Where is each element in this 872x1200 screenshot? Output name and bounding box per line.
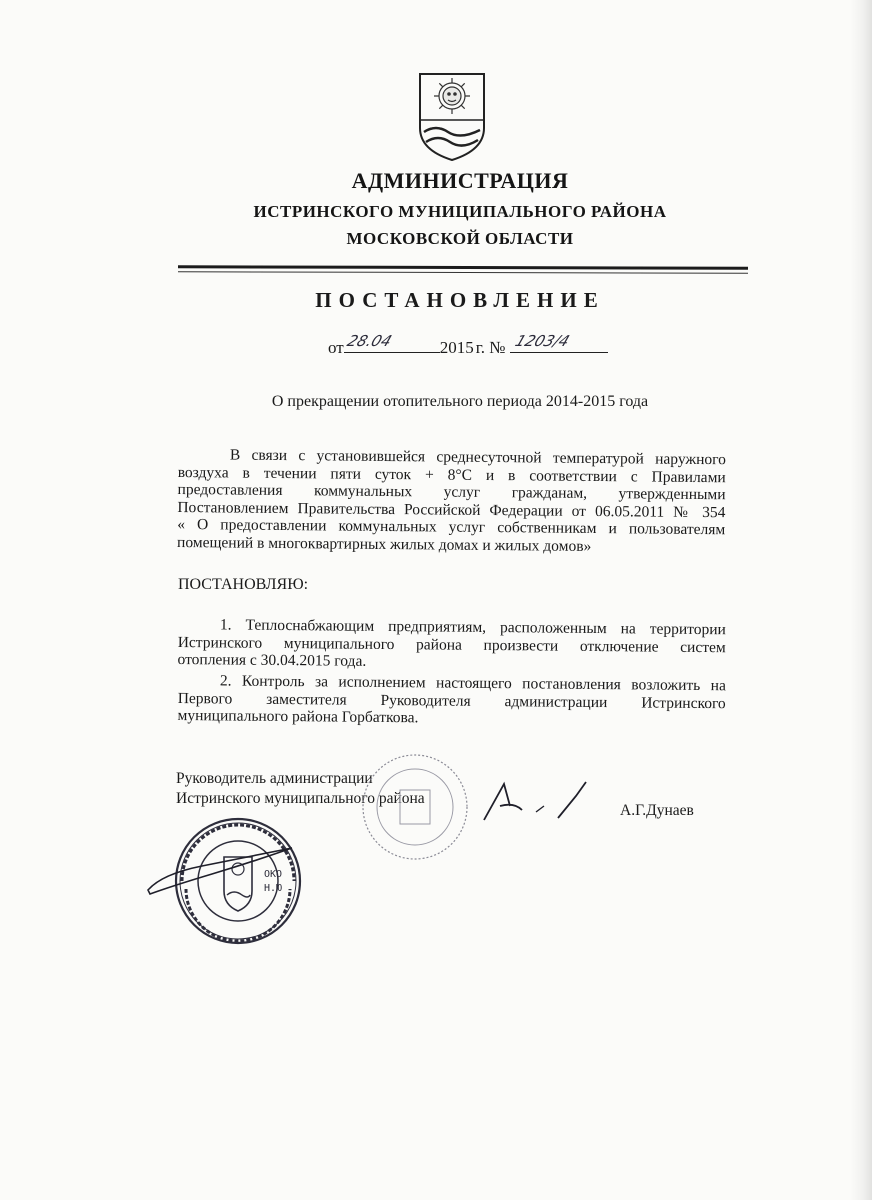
item-1-line: Истринского муниципального района произвести отключение систем xyxy=(177,633,726,656)
handwritten-number: 1203/4 xyxy=(512,332,572,350)
item-2-line: Первого заместителя Руководителя администрации Истринского xyxy=(177,689,726,712)
date-year-suffix: г. № xyxy=(475,338,506,357)
preamble-line: Постановлением Правительства Российской Федерации от 06.05.2011 № 354 xyxy=(177,498,726,522)
handwritten-date: 28.04 xyxy=(344,332,394,350)
signatory-name: А.Г.Дунаев xyxy=(620,802,694,819)
handwritten-signature xyxy=(470,776,600,836)
header-region: МОСКОВСКОЙ ОБЛАСТИ xyxy=(346,229,574,248)
preamble-line: В связи с установившейся среднесуточной температурой наружного xyxy=(229,446,726,469)
decree-word: ПОСТАНОВЛЯЮ: xyxy=(178,576,309,593)
item-1-line: отопления с 30.04.2015 года. xyxy=(177,651,367,670)
date-year: 2015 xyxy=(439,338,474,357)
signatory-title-line1: Руководитель администрации xyxy=(176,770,373,787)
item-2-line: муниципального района Горбаткова. xyxy=(177,707,419,727)
preamble-line: воздуха в течении пяти суток + 8°С и в соответствии с Правилами xyxy=(177,463,726,486)
faint-round-stamp xyxy=(360,752,470,862)
svg-text:Н.Ю: Н.Ю xyxy=(264,883,283,894)
coat-of-arms-icon xyxy=(416,70,488,162)
date-prefix: от xyxy=(328,338,344,357)
preamble-line: предоставления коммунальных услуг гражданам, утвержденными xyxy=(177,481,726,504)
preamble-line: « О предоставлении коммунальных услуг собственникам и пользователям xyxy=(177,516,726,539)
header-administration: АДМИНИСТРАЦИЯ xyxy=(351,168,569,193)
page-edge-shadow xyxy=(850,0,872,1200)
number-field xyxy=(510,334,608,353)
signatory-title-line2: Истринского муниципального района xyxy=(176,790,425,807)
item-1 xyxy=(177,616,725,674)
item-1-line: 1. Теплоснабжающим предприятиям, расположенным на территории xyxy=(219,616,726,639)
header-district: ИСТРИНСКОГО МУНИЦИПАЛЬНОГО РАЙОНА xyxy=(253,202,667,221)
document-type-title: ПОСТАНОВЛЕНИЕ xyxy=(315,288,605,312)
signature-loop-over-seal xyxy=(142,838,302,908)
svg-text:ОКО: ОКО xyxy=(264,869,283,880)
preamble-paragraph xyxy=(177,446,726,557)
date-number-line xyxy=(328,334,608,358)
item-2-line: 2. Контроль за исполнением настоящего постановления возложить на xyxy=(219,672,726,695)
document-subject: О прекращении отопительного периода 2014-2015 года xyxy=(271,393,649,410)
preamble-line: помещений в многоквартирных жилых домах и жилых домов» xyxy=(176,533,592,555)
date-field xyxy=(344,334,440,353)
item-2 xyxy=(177,672,725,730)
